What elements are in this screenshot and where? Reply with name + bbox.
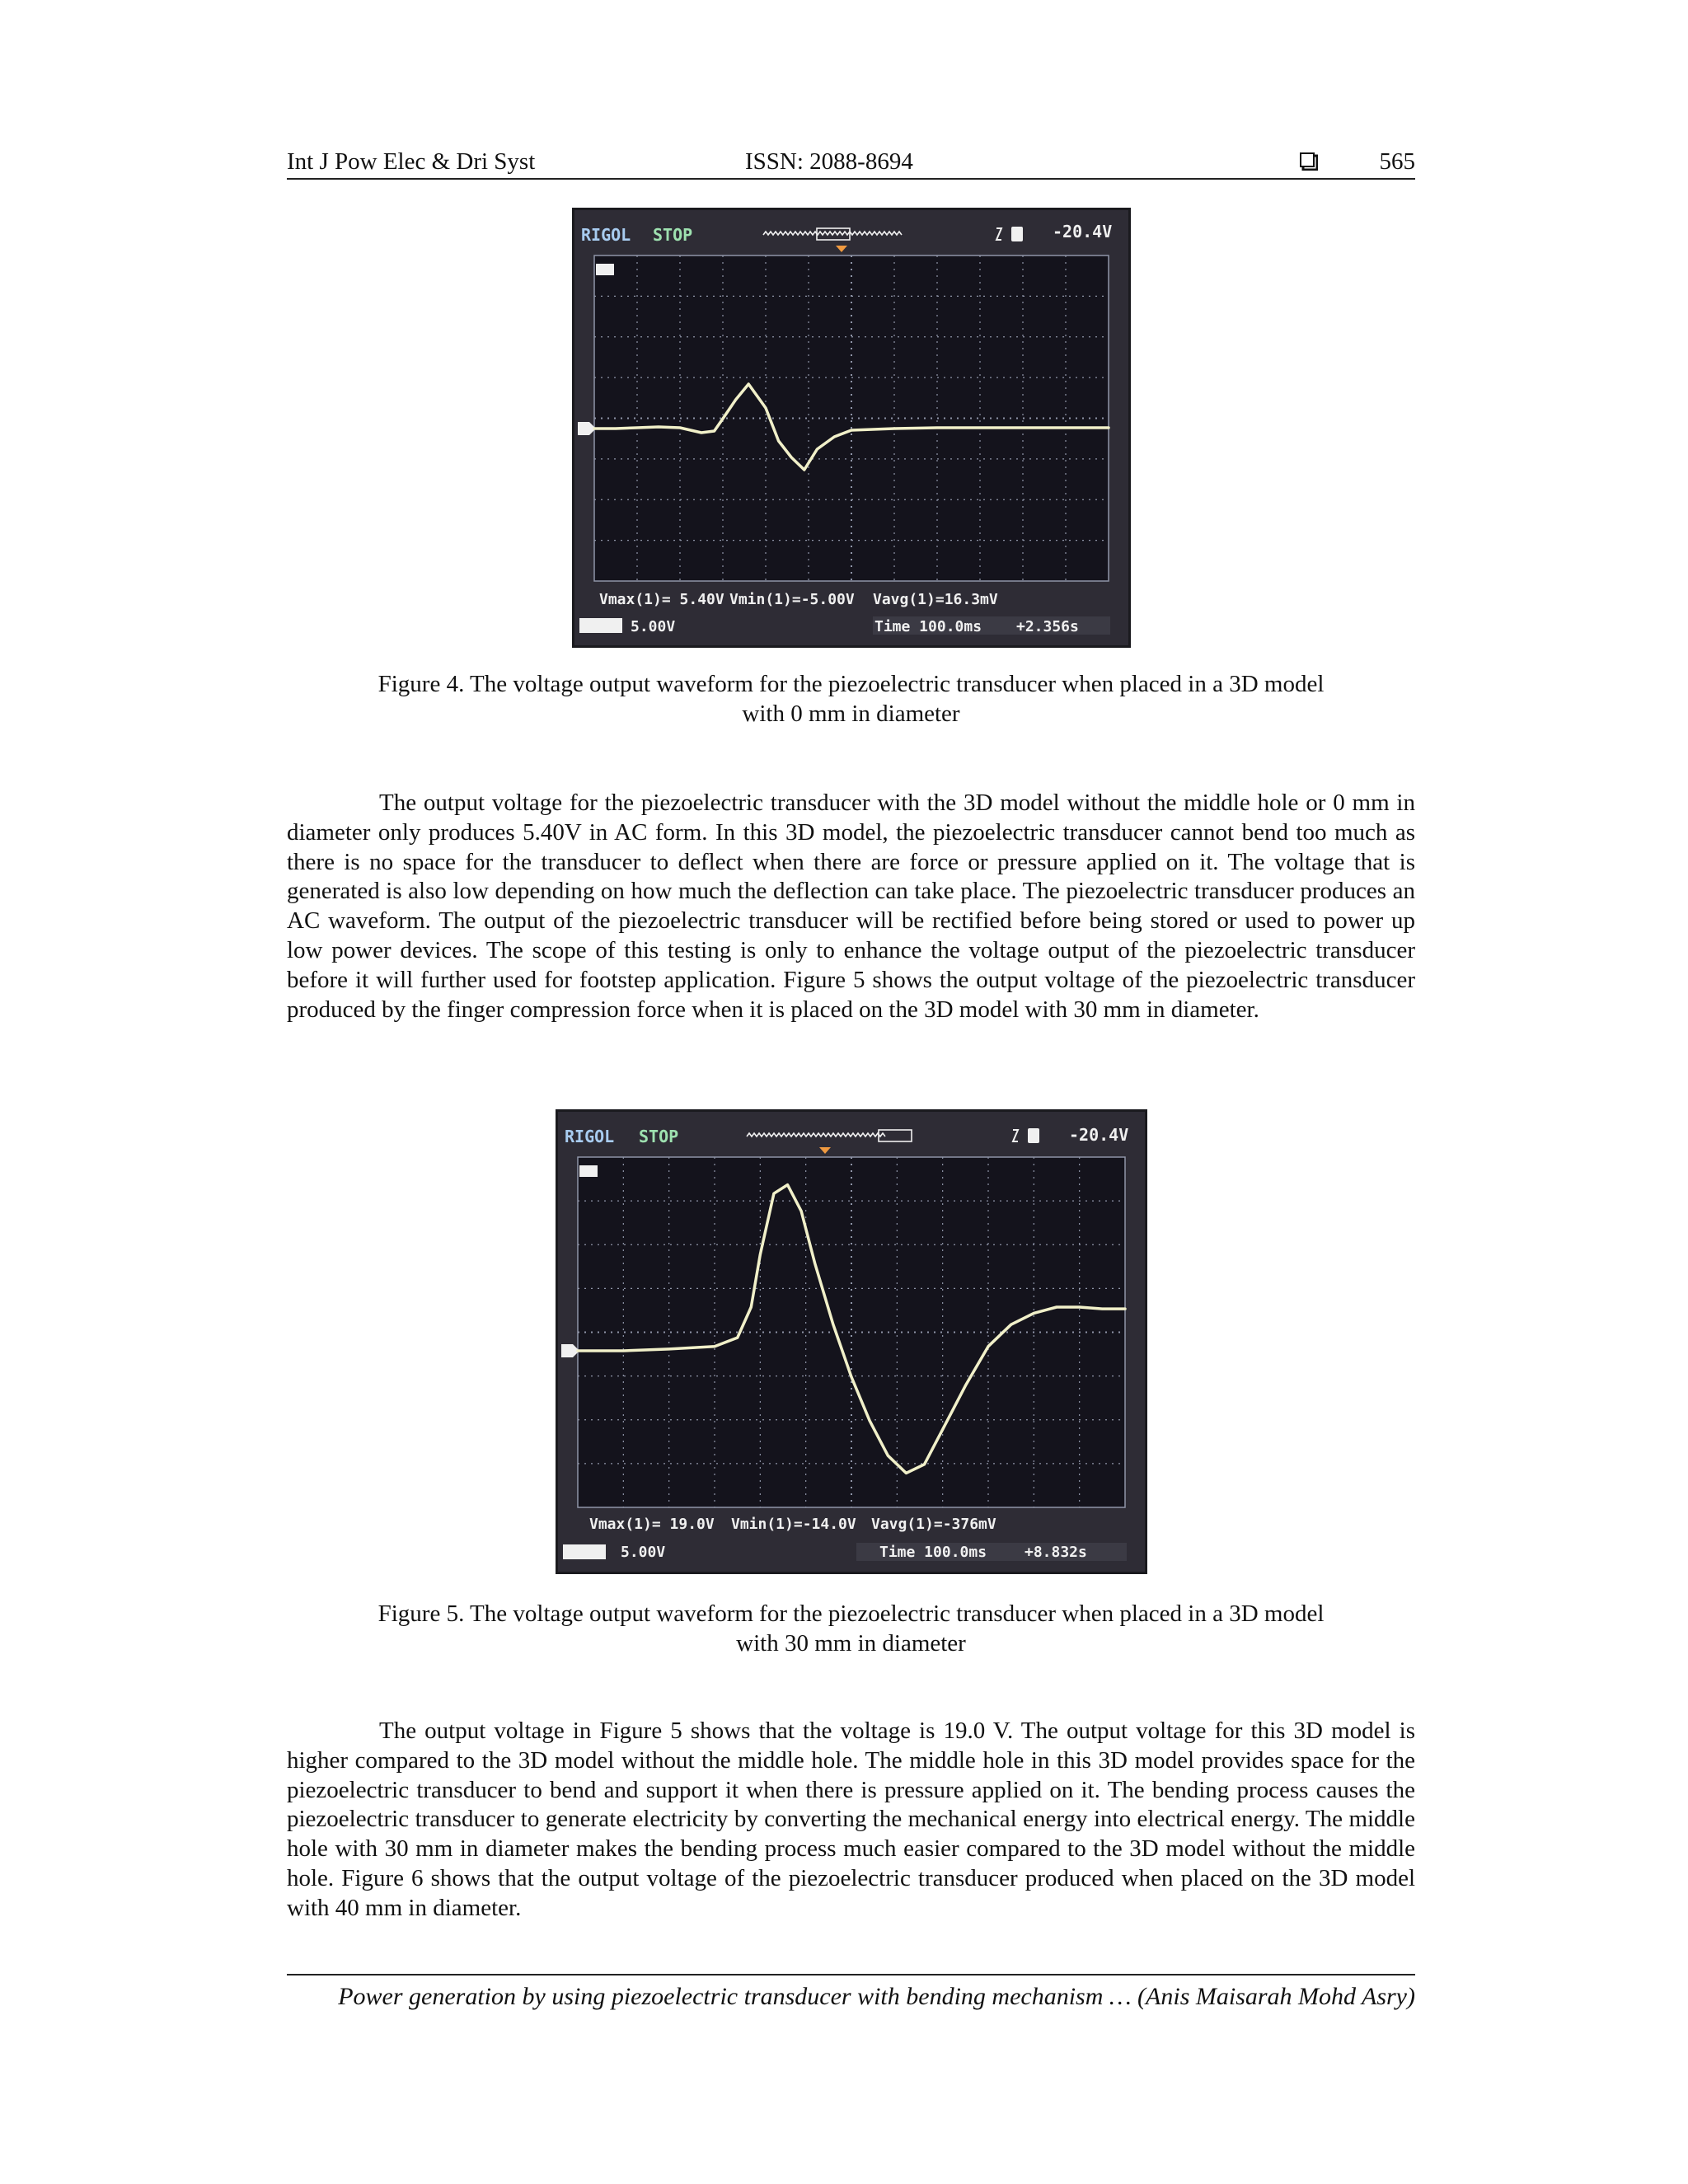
scope-status: STOP bbox=[639, 1127, 679, 1146]
trigger-source-icon bbox=[1011, 227, 1023, 241]
scope-vdiv: 5.00V bbox=[621, 1544, 666, 1561]
scope-trigger-level: -20.4V bbox=[1069, 1125, 1129, 1145]
body-paragraph-2: The output voltage in Figure 5 shows that the voltage is 19.0 V. The output voltage for this 3D model is higher compared to the 3D model without the middle hole. The middle hole in this 3D model provides space for the piezoelectric transducer to bend and support it when there is pressure applied on it. The bending process causes the piezoelectric transducer to generate electricity by converting the mechanical energy into electrical energy. The middle hole with 30 mm in diameter makes the bending process much easier compared to the 3D model without the middle hole. Figure 6 shows that the output voltage of the piezoelectric transducer produced when placed on the 3D model with 40 mm in diameter. bbox=[287, 1718, 1415, 1921]
trigger-level-marker-icon bbox=[596, 264, 614, 275]
trigger-edge-icon bbox=[996, 228, 1001, 240]
scope-vmax: Vmax(1)= 5.40V bbox=[599, 591, 724, 608]
scope-vmin: Vmin(1)=-5.00V bbox=[729, 591, 855, 608]
scope-brand: RIGOL bbox=[565, 1127, 615, 1146]
trigger-position-icon bbox=[836, 246, 847, 252]
memory-depth-bar bbox=[747, 1133, 885, 1137]
trigger-level-marker-icon bbox=[579, 1165, 598, 1177]
figure-4-caption-line-1: Figure 4. The voltage output waveform for the piezoelectric transducer when placed in a 3D model bbox=[377, 671, 1325, 697]
figure-5-caption-line-2: with 30 mm in diameter bbox=[736, 1630, 966, 1657]
box-icon bbox=[1300, 152, 1318, 171]
figure-4-oscilloscope bbox=[572, 208, 1131, 648]
figure-4-scope-screen bbox=[574, 210, 1128, 645]
issn: ISSN: 2088-8694 bbox=[745, 148, 913, 175]
running-footer: Power generation by using piezoelectric transducer with bending mechanism … (Anis Maisarah Mohd Asry) bbox=[287, 1974, 1415, 2012]
scope-offset: +2.356s bbox=[1016, 618, 1079, 635]
trigger-position-icon bbox=[819, 1147, 831, 1154]
figure-5-scope-screen bbox=[558, 1112, 1145, 1572]
running-header bbox=[287, 145, 1415, 180]
figure-4-caption-line-2: with 0 mm in diameter bbox=[742, 701, 960, 727]
scope-vmin: Vmin(1)=-14.0V bbox=[731, 1516, 856, 1533]
trigger-source-icon bbox=[1028, 1128, 1039, 1143]
channel-1-badge-icon bbox=[579, 618, 622, 633]
channel-1-badge-icon bbox=[563, 1544, 606, 1559]
figure-5-caption bbox=[287, 1599, 1415, 1658]
scope-status: STOP bbox=[653, 225, 693, 245]
scope-timebase: Time 100.0ms bbox=[879, 1544, 987, 1561]
scope-vavg: Vavg(1)=16.3mV bbox=[873, 591, 998, 608]
scope-vmax: Vmax(1)= 19.0V bbox=[589, 1516, 715, 1533]
page-number: 565 bbox=[1379, 148, 1415, 175]
scope-vavg: Vavg(1)=-376mV bbox=[871, 1516, 996, 1533]
journal-name: Int J Pow Elec & Dri Syst bbox=[287, 148, 536, 175]
scope-vdiv: 5.00V bbox=[631, 618, 676, 635]
scope-brand: RIGOL bbox=[581, 225, 631, 245]
memory-depth-bar bbox=[763, 232, 902, 235]
figure-5-oscilloscope bbox=[556, 1109, 1147, 1574]
scope-trigger-level: -20.4V bbox=[1053, 222, 1113, 241]
scope-offset: +8.832s bbox=[1025, 1544, 1087, 1561]
body-paragraph-1: The output voltage for the piezoelectric transducer with the 3D model without the middle hole or 0 mm in diameter only produces 5.40V in AC form. In this 3D model, the piezoelectric transducer cannot bend too much as there is no space for the transducer to deflect when there are force or pressure applied on it. The voltage that is generated is also low depending on how much the deflection can take place. The piezoelectric transducer produces an AC waveform. The output of the piezoelectric transducer will be rectified before being stored or used to power up low power devices. The scope of this testing is only to enhance the voltage output of the piezoelectric transducer before it will further used for footstep application. Figure 5 shows the output voltage of the piezoelectric transducer produced by the finger compression force when it is placed on the 3D model with 30 mm in diameter. bbox=[287, 790, 1415, 1023]
figure-4-caption bbox=[287, 669, 1415, 729]
figure-5-caption-line-1: Figure 5. The voltage output waveform for the piezoelectric transducer when placed in a 3D model bbox=[377, 1601, 1325, 1627]
scope-timebase: Time 100.0ms bbox=[874, 618, 982, 635]
trigger-edge-icon bbox=[1013, 1130, 1018, 1141]
view-window-marker bbox=[879, 1130, 912, 1141]
